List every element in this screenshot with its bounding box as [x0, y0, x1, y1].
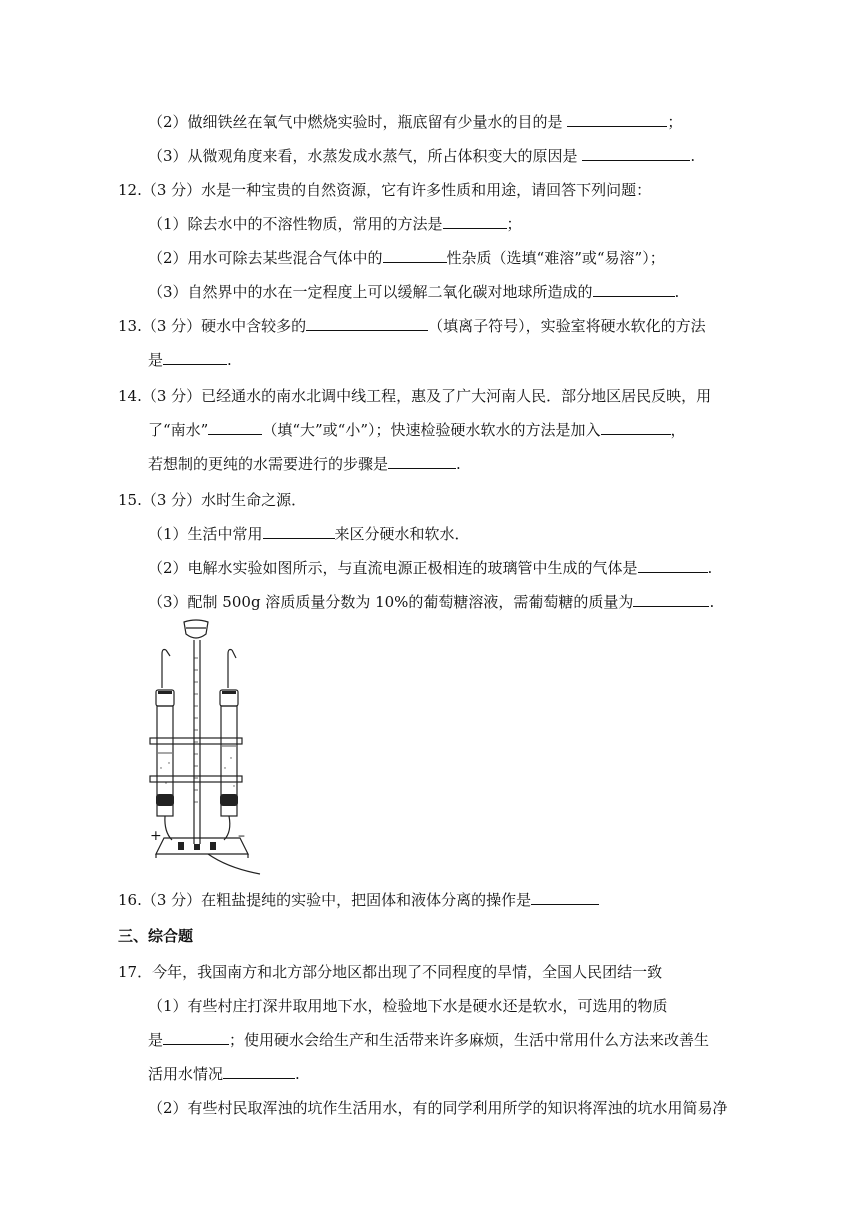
q12-part1-text: （1）除去水中的不溶性物质，常用的方法是 — [148, 215, 443, 233]
q13-line1 — [118, 316, 706, 336]
q17-text: 是 — [148, 1031, 164, 1049]
q14-line3 — [148, 454, 461, 474]
punct: . — [456, 455, 461, 473]
q15-part1-text: （1）生活中常用 — [148, 525, 263, 543]
answer-blank[interactable] — [163, 350, 227, 365]
q17-part1-line1: （1）有些村庄打深井取用地下水，检验地下水是硬水还是软水，可选用的物质 — [148, 997, 668, 1015]
q12-part1 — [148, 214, 522, 234]
q14-mid: （填“大”或“小”）；快速检验硬水软水的方法是加入 — [262, 421, 601, 439]
answer-blank[interactable] — [388, 454, 456, 469]
q12-part3 — [148, 282, 679, 302]
q17-stem: 17．今年，我国南方和北方部分地区都出现了不同程度的旱情，全国人民团结一致 — [118, 963, 663, 981]
q11-part2-text: （2）做细铁丝在氧气中燃烧实验时，瓶底留有少量水的目的是 — [148, 113, 568, 131]
q14-line1: 14.（3 分）已经通水的南水北调中线工程，惠及了广大河南人民．部分地区居民反映，用 — [118, 387, 712, 405]
q17-part1-line2 — [148, 1030, 709, 1050]
answer-blank[interactable] — [593, 282, 675, 297]
q12-part2 — [148, 248, 665, 268]
q13-line2 — [148, 350, 232, 370]
answer-blank[interactable] — [582, 146, 690, 161]
punct: ； — [667, 113, 683, 131]
q15-part1 — [148, 524, 470, 544]
q11-part2 — [148, 112, 682, 132]
answer-blank[interactable] — [531, 890, 599, 905]
answer-blank[interactable] — [638, 558, 708, 573]
q12-part2-text: （2）用水可除去某些混合气体中的 — [148, 249, 383, 267]
q12-part2-tail: 性杂质（选填“难溶”或“易溶”）； — [446, 249, 665, 267]
q14-line2 — [148, 420, 686, 440]
q14-text-3: 若想制的更纯的水需要进行的步骤是 — [148, 455, 389, 473]
punct: ， — [670, 421, 686, 439]
q15-part2 — [148, 558, 712, 578]
q17-text-3: 活用水情况 — [148, 1065, 224, 1083]
answer-blank[interactable] — [567, 112, 667, 127]
q11-part3 — [148, 146, 695, 166]
answer-blank[interactable] — [443, 214, 507, 229]
q16 — [118, 890, 599, 910]
q12-part3-text: （3）自然界中的水在一定程度上可以缓解二氧化碳对地球所造成的 — [148, 283, 593, 301]
answer-blank[interactable] — [306, 316, 428, 331]
answer-blank[interactable] — [601, 420, 671, 435]
q17-part1-line3 — [148, 1064, 300, 1084]
q14-text: 了“南水” — [148, 421, 209, 439]
q15-part2-text: （2）电解水实验如图所示，与直流电源正极相连的玻璃管中生成的气体是 — [148, 559, 638, 577]
q12-stem: 12.（3 分）水是一种宝贵的自然资源，它有许多性质和用途，请回答下列问题： — [118, 181, 652, 199]
q17-part2: （2）有些村民取浑浊的坑作生活用水，有的同学利用所学的知识将浑浊的坑水用简易净 — [148, 1099, 728, 1117]
answer-blank[interactable] — [208, 420, 262, 435]
punct: . — [690, 147, 696, 165]
negative-terminal-label: – — [238, 828, 245, 844]
answer-blank[interactable] — [263, 524, 335, 539]
q15-part3-text: （3）配制 500g 溶质质量分数为 10%的葡萄糖溶液，需葡萄糖的质量为 — [148, 593, 634, 611]
positive-terminal-label: + — [150, 828, 162, 844]
punct: . — [295, 1065, 300, 1083]
electrolysis-apparatus-icon — [148, 618, 268, 876]
q13-text: 13.（3 分）硬水中含较多的 — [118, 317, 307, 335]
punct: . — [707, 559, 713, 577]
answer-blank[interactable] — [163, 1030, 229, 1045]
q15-part3 — [148, 592, 714, 612]
punct: ； — [506, 215, 522, 233]
q16-text: 16.（3 分）在粗盐提纯的实验中，把固体和液体分离的操作是 — [118, 891, 532, 909]
section-title: 三、综合题 — [118, 927, 194, 945]
q13-tail: （填离子符号），实验室将硬水软化的方法 — [428, 317, 706, 335]
q15-part1-tail: 来区分硬水和软水． — [334, 525, 470, 543]
q13-text-2: 是 — [148, 351, 164, 369]
punct: . — [709, 593, 715, 611]
answer-blank[interactable] — [383, 248, 447, 263]
q17-tail: ；使用硬水会给生产和生活带来许多麻烦，生活中常用什么方法来改善生 — [229, 1031, 710, 1049]
punct: . — [674, 283, 680, 301]
q11-part3-text: （3）从微观角度来看，水蒸发成水蒸气，所占体积变大的原因是 — [148, 147, 583, 165]
answer-blank[interactable] — [223, 1064, 295, 1079]
punct: . — [227, 351, 232, 369]
answer-blank[interactable] — [633, 592, 709, 607]
q15-stem: 15.（3 分）水时生命之源． — [118, 491, 307, 509]
